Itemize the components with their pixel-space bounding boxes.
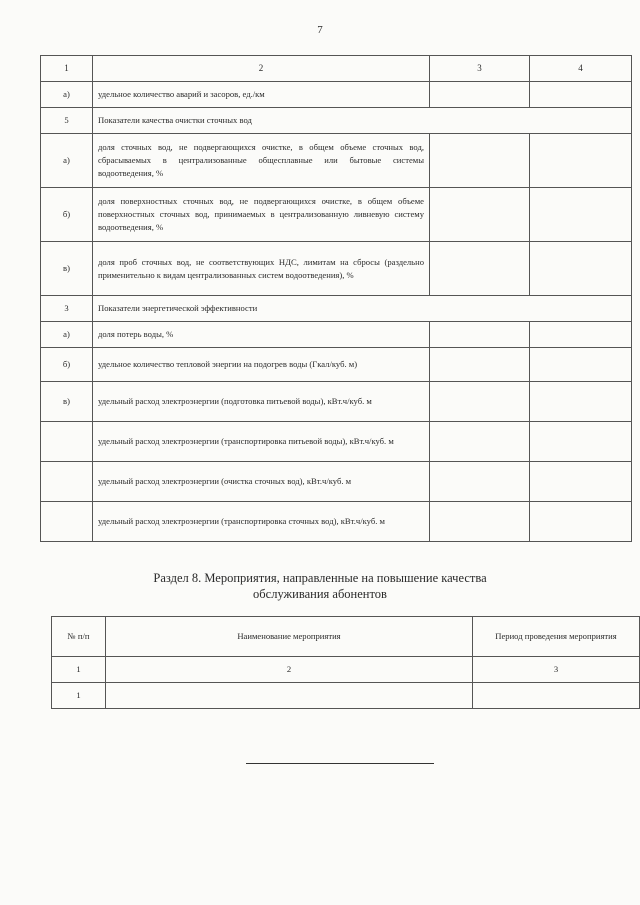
indicator-name-cell: доля сточных вод, не подвергающихся очистке, в общем объеме сточных вод, сбрасываемых в централизованные общесплавные или бытовые системы водоотведения, % <box>93 134 430 188</box>
page-number: 7 <box>317 24 323 36</box>
value-cell <box>530 134 632 188</box>
header-cell: № п/п <box>52 617 106 657</box>
value-cell <box>530 382 632 422</box>
value-cell <box>430 242 530 296</box>
value-cell <box>530 422 632 462</box>
header-cell: 2 <box>93 56 430 82</box>
table-row <box>41 382 632 422</box>
indicator-name-cell: Показатели энергетической эффективности <box>93 296 632 322</box>
value-cell <box>430 382 530 422</box>
table-cell: 2 <box>106 657 473 683</box>
value-cell <box>430 322 530 348</box>
row-number-cell: а) <box>41 134 93 188</box>
value-cell <box>530 322 632 348</box>
row-number-cell <box>41 462 93 502</box>
header-cell: 3 <box>430 56 530 82</box>
table-row <box>41 134 632 188</box>
table-header-row <box>41 56 632 82</box>
indicator-name-cell: удельный расход электроэнергии (подготовка питьевой воды), кВт.ч/куб. м <box>93 382 430 422</box>
value-cell <box>430 188 530 242</box>
indicator-name-cell: доля проб сточных вод, не соответствующих НДС, лимитам на сбросы (раздельно применительно к видам централизованных систем водоотведения), % <box>93 242 430 296</box>
row-number-cell: в) <box>41 242 93 296</box>
table-row <box>41 108 632 134</box>
row-number-cell: 5 <box>41 108 93 134</box>
table-cell <box>473 683 640 709</box>
value-cell <box>430 422 530 462</box>
table-row <box>41 188 632 242</box>
measures-table <box>51 616 640 709</box>
value-cell <box>430 348 530 382</box>
table-row <box>41 462 632 502</box>
row-number-cell: б) <box>41 348 93 382</box>
indicators-table <box>40 55 632 542</box>
indicator-name-cell: удельный расход электроэнергии (транспортировка сточных вод), кВт.ч/куб. м <box>93 502 430 542</box>
signature-line <box>246 763 434 764</box>
table-header-row <box>52 617 640 657</box>
table-row <box>41 502 632 542</box>
table-cell <box>106 683 473 709</box>
indicator-name-cell: Показатели качества очистки сточных вод <box>93 108 632 134</box>
table-row <box>41 422 632 462</box>
header-cell: 1 <box>41 56 93 82</box>
section-title-line: Раздел 8. Мероприятия, направленные на повышение качества <box>153 571 487 585</box>
value-cell <box>530 348 632 382</box>
value-cell <box>530 82 632 108</box>
table-cell: 1 <box>52 657 106 683</box>
indicator-name-cell: доля поверхностных сточных вод, не подвергающихся очистке, в общем объеме поверхностных сточных вод, принимаемых в централизованную ливневую систему водоотведения, % <box>93 188 430 242</box>
value-cell <box>430 82 530 108</box>
indicator-name-cell: удельный расход электроэнергии (очистка сточных вод), кВт.ч/куб. м <box>93 462 430 502</box>
indicator-name-cell: удельный расход электроэнергии (транспортировка питьевой воды), кВт.ч/куб. м <box>93 422 430 462</box>
value-cell <box>530 242 632 296</box>
row-number-cell: а) <box>41 322 93 348</box>
table-row <box>41 322 632 348</box>
table-row <box>52 683 640 709</box>
table-cell: 1 <box>52 683 106 709</box>
value-cell <box>430 502 530 542</box>
header-cell: 4 <box>530 56 632 82</box>
indicator-name-cell: доля потерь воды, % <box>93 322 430 348</box>
header-cell: Наименование мероприятия <box>106 617 473 657</box>
row-number-cell: а) <box>41 82 93 108</box>
section-title-line: обслуживания абонентов <box>253 587 387 601</box>
indicator-name-cell: удельное количество аварий и засоров, ед./км <box>93 82 430 108</box>
row-number-cell <box>41 502 93 542</box>
value-cell <box>530 502 632 542</box>
value-cell <box>530 462 632 502</box>
table-row <box>41 348 632 382</box>
row-number-cell: 3 <box>41 296 93 322</box>
table-cell: 3 <box>473 657 640 683</box>
header-cell: Период проведения мероприятия <box>473 617 640 657</box>
table-row <box>41 82 632 108</box>
table-row <box>52 657 640 683</box>
row-number-cell <box>41 422 93 462</box>
table-row <box>41 296 632 322</box>
value-cell <box>430 134 530 188</box>
value-cell <box>530 188 632 242</box>
row-number-cell: б) <box>41 188 93 242</box>
value-cell <box>430 462 530 502</box>
row-number-cell: в) <box>41 382 93 422</box>
indicator-name-cell: удельное количество тепловой энергии на подогрев воды (Гкал/куб. м) <box>93 348 430 382</box>
section-8-title <box>0 570 640 602</box>
table-row <box>41 242 632 296</box>
